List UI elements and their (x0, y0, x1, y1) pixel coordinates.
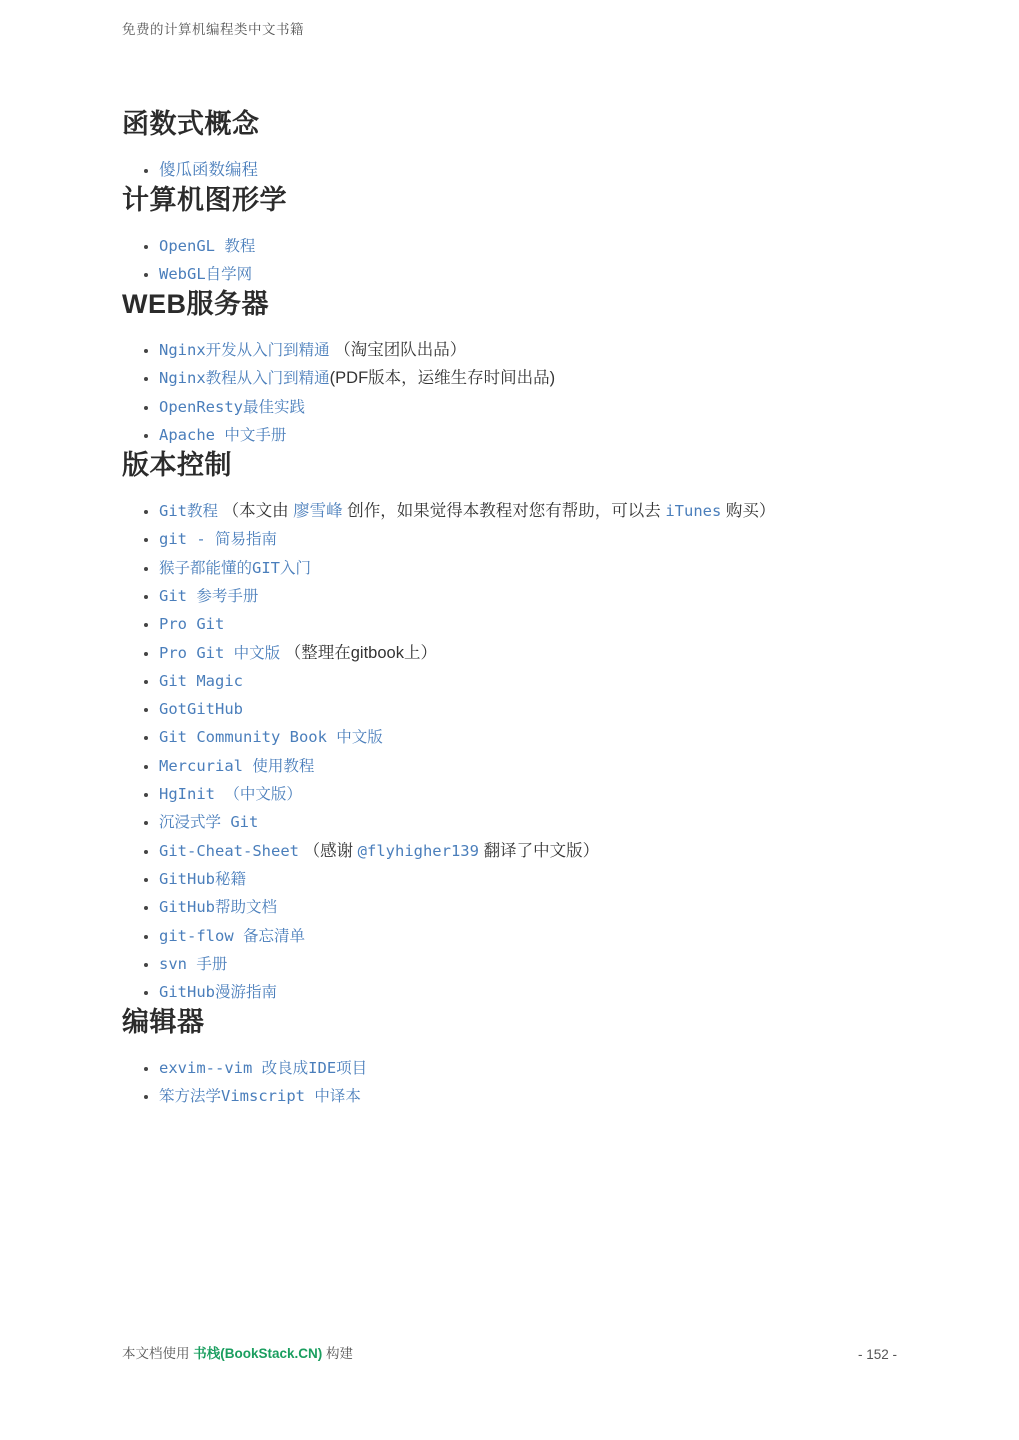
book-link[interactable]: OpenResty最佳实践 (159, 397, 305, 416)
footer-brand-link[interactable]: 书栈(BookStack.CN) (193, 1346, 323, 1361)
book-link[interactable]: Git-Cheat-Sheet (159, 841, 299, 860)
book-link[interactable]: GitHub漫游指南 (159, 983, 277, 1002)
book-link[interactable]: Nginx教程从入门到精通 (159, 369, 330, 388)
list-item (159, 667, 912, 695)
book-link[interactable]: Pro Git 中文版 (159, 643, 281, 662)
book-link[interactable]: Git教程 (159, 502, 218, 521)
book-link[interactable]: Nginx开发从入门到精通 (159, 341, 330, 360)
list-item (159, 525, 912, 553)
list-item (159, 639, 912, 667)
book-link[interactable]: Git 参考手册 (159, 586, 259, 605)
book-link[interactable]: 沉浸式学 Git (159, 813, 259, 832)
list-item (159, 421, 912, 449)
item-note: （淘宝团队出品） (329, 341, 467, 360)
book-link[interactable]: Git Magic (159, 671, 243, 690)
list-item (159, 610, 912, 638)
list-item (159, 808, 912, 836)
link-list (122, 232, 912, 289)
link-list (122, 497, 912, 1006)
list-item (159, 978, 912, 1006)
book-link[interactable]: 廖雪峰 (293, 502, 343, 521)
book-link[interactable]: Apache 中文手册 (159, 426, 287, 445)
book-link[interactable]: HgInit （中文版） (159, 785, 302, 804)
book-link[interactable]: WebGL自学网 (159, 265, 253, 284)
item-note: （感谢 (298, 841, 358, 860)
book-link[interactable]: GitHub秘籍 (159, 869, 246, 888)
item-note: 购买） (721, 502, 776, 521)
list-item (159, 893, 912, 921)
section-heading: 计算机图形学 (122, 185, 287, 216)
item-note: （整理在gitbook上） (280, 643, 437, 662)
list-item (159, 393, 912, 421)
footer-prefix: 本文档使用 (122, 1346, 194, 1361)
link-list (122, 336, 912, 449)
list-item (159, 752, 912, 780)
list-item (159, 260, 912, 288)
section-heading: 函数式概念 (122, 109, 260, 139)
book-link[interactable]: Git Community Book 中文版 (159, 728, 383, 747)
book-link[interactable]: GitHub帮助文档 (159, 898, 277, 917)
list-item (159, 723, 912, 751)
book-link[interactable]: iTunes (665, 502, 722, 521)
book-link[interactable]: 猴子都能懂的GIT入门 (159, 558, 311, 577)
book-link[interactable]: Mercurial 使用教程 (159, 756, 315, 775)
list-item (159, 156, 912, 184)
list-item (159, 497, 912, 525)
list-item (159, 780, 912, 808)
list-item (159, 232, 912, 260)
link-list (122, 1054, 912, 1111)
footer-suffix: 构建 (322, 1346, 354, 1361)
list-item (159, 554, 912, 582)
section-heading: 版本控制 (122, 450, 232, 481)
book-link[interactable]: exvim--vim 改良成IDE项目 (159, 1059, 368, 1078)
footer-credit (122, 1342, 353, 1362)
link-list (122, 156, 912, 184)
item-note: 翻译了中文版） (478, 841, 600, 860)
list-item (159, 837, 912, 865)
list-item (159, 950, 912, 978)
page-number: - 152 - (857, 1347, 897, 1362)
section-heading: 编辑器 (122, 1007, 205, 1038)
item-note: （本文由 (218, 502, 294, 521)
section-heading: WEB服务器 (122, 289, 269, 320)
book-link[interactable]: OpenGL 教程 (159, 236, 256, 255)
list-item (159, 582, 912, 610)
item-note: (PDF版本，运维生存时间出品) (329, 369, 556, 388)
book-link[interactable]: GotGitHub (159, 700, 243, 719)
list-item (159, 922, 912, 950)
document-content (122, 108, 912, 1111)
list-item (159, 865, 912, 893)
list-item (159, 364, 912, 392)
book-link[interactable]: git - 简易指南 (159, 530, 277, 549)
book-link[interactable]: Pro Git (159, 615, 225, 634)
book-link[interactable]: @flyhigher139 (357, 841, 479, 860)
list-item (159, 1082, 912, 1110)
book-link[interactable]: 傻瓜函数编程 (159, 160, 258, 179)
list-item (159, 695, 912, 723)
list-item (159, 336, 912, 364)
book-link[interactable]: 笨方法学Vimscript 中译本 (159, 1087, 361, 1106)
book-link[interactable]: svn 手册 (159, 954, 228, 973)
book-link[interactable]: git-flow 备忘清单 (159, 926, 305, 945)
list-item (159, 1054, 912, 1082)
item-note: 创作，如果觉得本教程对您有帮助，可以去 (342, 502, 666, 521)
page-header: 免费的计算机编程类中文书籍 (122, 22, 304, 37)
